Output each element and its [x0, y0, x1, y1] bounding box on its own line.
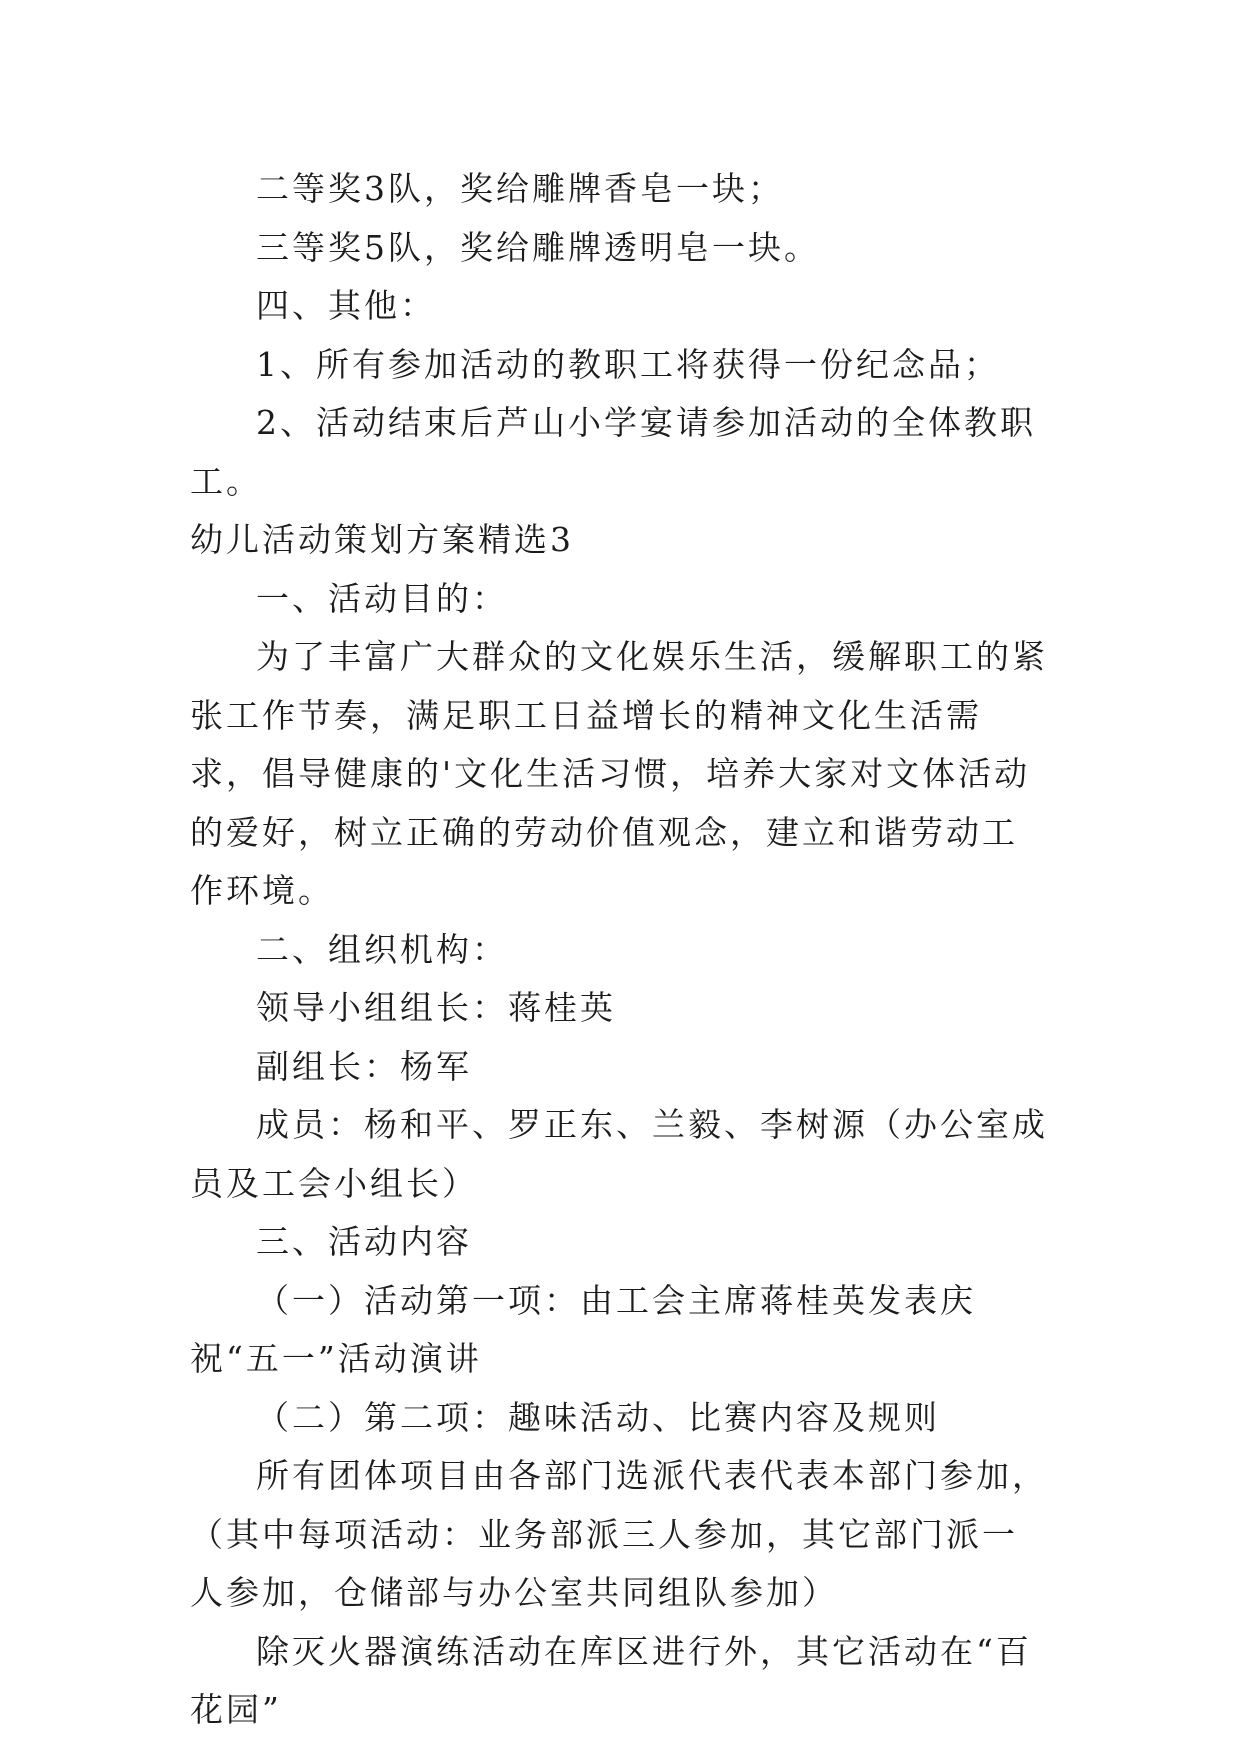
paragraph-members: 成员：杨和平、罗正东、兰毅、李树源（办公室成员及工会小组长）	[190, 1105, 1048, 1203]
paragraph-souvenir: 1、所有参加活动的教职工将获得一份纪念品；	[256, 344, 1000, 384]
paragraph-item-one: （一）活动第一项：由工会主席蒋桂英发表庆祝“五一”活动演讲	[190, 1280, 976, 1378]
paragraph-deputy-leader: 副组长：杨军	[256, 1046, 472, 1086]
section-heading-other: 四、其他：	[256, 286, 436, 325]
paragraph-banquet: 2、活动结束后芦山小学宴请参加活动的全体教职工。	[190, 403, 1036, 501]
document-body	[190, 160, 1050, 1740]
paragraph-team-rules: 所有团体项目由各部门选派代表代表本部门参加，（其中每项活动：业务部派三人参加，其它部门派一人参加，仓储部与办公室共同组队参加）	[190, 1456, 1048, 1612]
paragraph-purpose: 为了丰富广大群众的文化娱乐生活，缓解职工的紧张工作节奏，满足职工日益增长的精神文化生活需求，倡导健康的'文化生活习惯，培养大家对文体活动的爱好，树立正确的劳动价值观念，建立和谐劳动工作环境。	[190, 637, 1048, 910]
document-title: 幼儿活动策划方案精选3	[190, 520, 574, 559]
paragraph-third-prize: 三等奖5队，奖给雕牌透明皂一块。	[256, 227, 820, 267]
paragraph-second-prize: 二等奖3队，奖给雕牌香皂一块；	[256, 169, 784, 208]
section-heading-content: 三、活动内容	[256, 1222, 472, 1261]
section-heading-organization: 二、组织机构：	[256, 929, 508, 969]
section-heading-purpose: 一、活动目的：	[256, 578, 508, 618]
paragraph-item-two: （二）第二项：趣味活动、比赛内容及规则	[256, 1397, 940, 1437]
paragraph-leader: 领导小组组长：蒋桂英	[256, 988, 616, 1027]
paragraph-venue: 除灭火器演练活动在库区进行外，其它活动在“百花园”	[190, 1631, 1032, 1729]
